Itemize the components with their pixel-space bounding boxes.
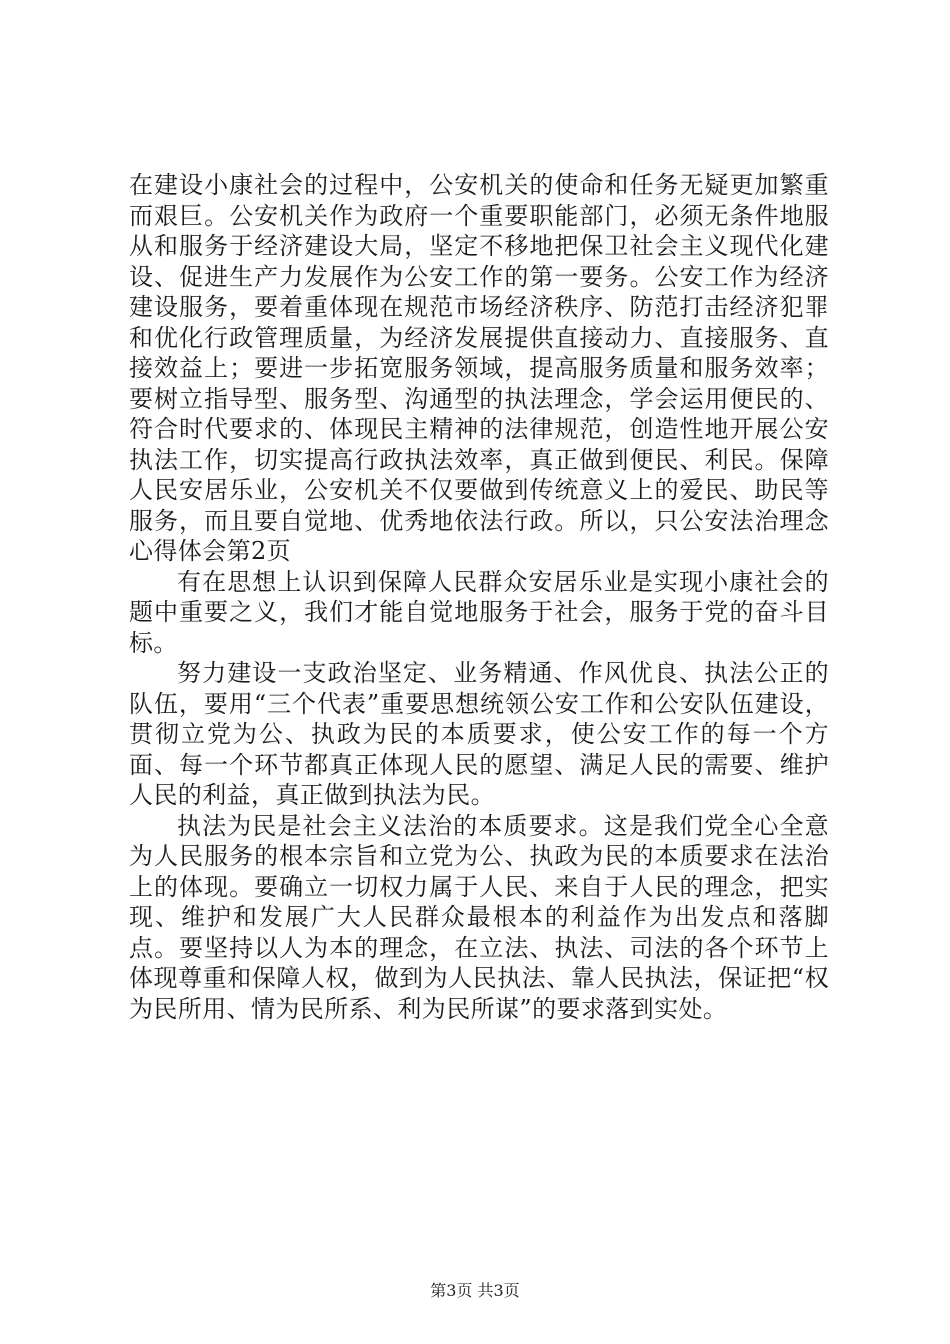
paragraph-4: 执法为民是社会主义法治的本质要求。这是我们党全心全意为人民服务的根本宗旨和立党为公、执政为民的本质要求在法治上的体现。要确立一切权力属于人民、来自于人民的理念，把实现、维护和发展广大人民群众最根本的利益作为出发点和落脚点。要坚持以人为本的理念，在立法、执法、司法的各个环节上体现尊重和保障人权，做到为人民执法、靠人民执法，保证把“权为民所用、情为民所系、利为民所谋”的要求落到实处。 xyxy=(129,811,829,1023)
document-body xyxy=(129,170,829,1024)
paragraph-2: 有在思想上认识到保障人民群众安居乐业是实现小康社会的题中重要之义，我们才能自觉地服务于社会，服务于党的奋斗目标。 xyxy=(129,567,829,657)
page-footer: 第3页 共3页 xyxy=(430,1281,520,1300)
paragraph-3: 努力建设一支政治坚定、业务精通、作风优良、执法公正的队伍，要用“三个代表”重要思想统领公安工作和公安队伍建设，贯彻立党为公、执政为民的本质要求，使公安工作的每一个方面、每一个环节都真正体现人民的愿望、满足人民的需要、维护人民的利益，真正做到执法为民。 xyxy=(129,659,829,809)
paragraph-1: 在建设小康社会的过程中，公安机关的使命和任务无疑更加繁重而艰巨。公安机关作为政府一个重要职能部门，必须无条件地服从和服务于经济建设大局，坚定不移地把保卫社会主义现代化建设、促进生产力发展作为公安工作的第一要务。公安工作为经济建设服务，要着重体现在规范市场经济秩序、防范打击经济犯罪和优化行政管理质量，为经济发展提供直接动力、直接服务、直接效益上；要进一步拓宽服务领域，提高服务质量和服务效率；要树立指导型、服务型、沟通型的执法理念，学会运用便民的、符合时代要求的、体现民主精神的法律规范，创造性地开展公安执法工作，切实提高行政执法效率，真正做到便民、利民。保障人民安居乐业，公安机关不仅要做到传统意义上的爱民、助民等服务，而且要自觉地、优秀地依法行政。所以，只公安法治理念心得体会第2页 xyxy=(129,171,829,565)
